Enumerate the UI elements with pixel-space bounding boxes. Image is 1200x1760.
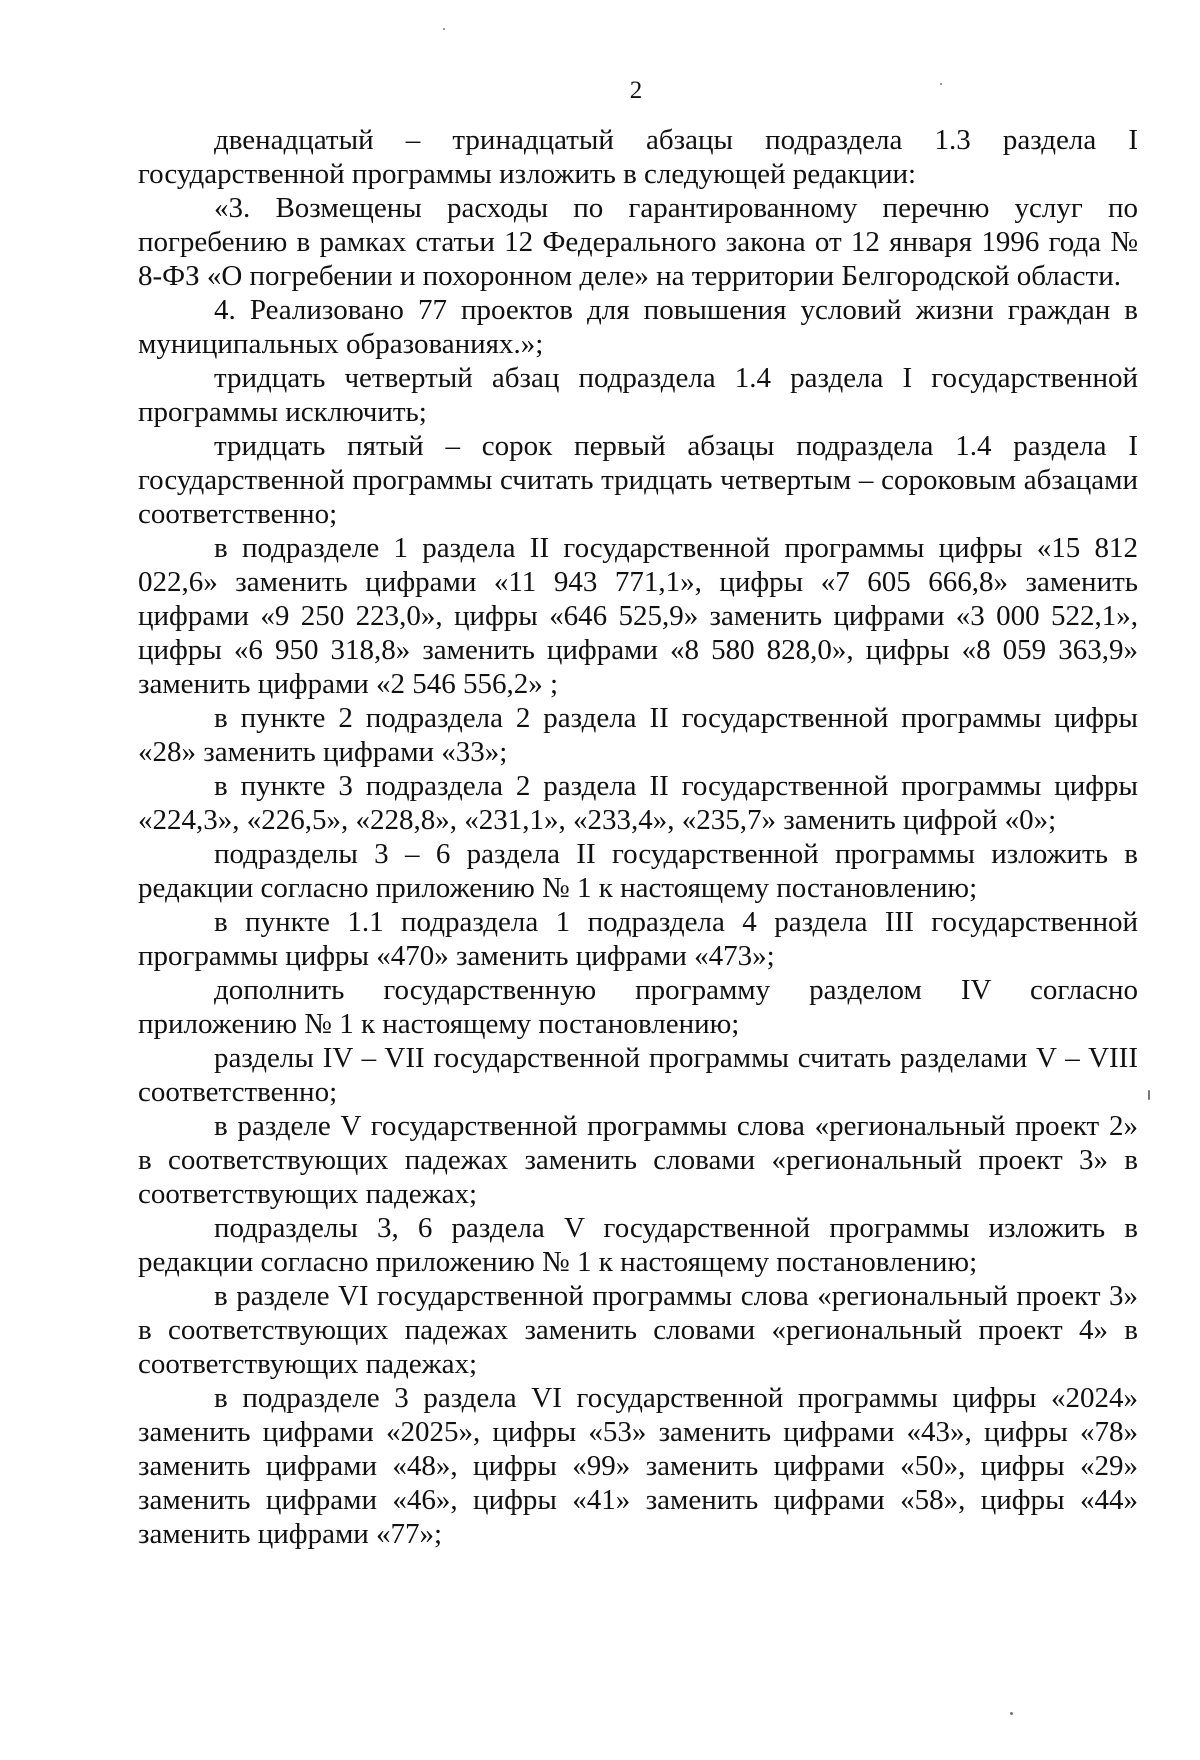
paragraph-12: разделы IV – VII государственной программы считать разделами V – VIII соответственно; <box>138 1042 1138 1108</box>
paragraph-1: двенадцатый – тринадцатый абзацы подраздела 1.3 раздела I государственной программы изложить в следующей редакции: <box>138 124 1138 190</box>
paragraph-5: тридцать пятый – сорок первый абзацы подраздела 1.4 раздела I государственной программы считать тридцать четвертым – сороковым абзацами соответственно; <box>138 430 1138 530</box>
paragraph-15: в разделе VI государственной программы слова «региональный проект 3» в соответствующих падежах заменить словами «региональный проект 4» в соответствующих падежах; <box>138 1280 1138 1380</box>
paragraph-16: в подразделе 3 раздела VI государственной программы цифры «2024» заменить цифрами «2025», цифры «53» заменить цифрами «43», цифры «78» заменить цифрами «48», цифры «99» заменить цифрами «50», цифры «29» заменить цифрами «46», цифры «41» заменить цифрами «58», цифры «44» заменить цифрами «77»; <box>138 1382 1138 1550</box>
paragraph-6: в подразделе 1 раздела II государственной программы цифры «15 812 022,6» заменить цифрами «11 943 771,1», цифры «7 605 666,8» заменить цифрами «9 250 223,0», цифры «646 525,9» заменить цифрами «3 000 522,1», цифры «6 950 318,8» заменить цифрами «8 580 828,0», цифры «8 059 363,9» заменить цифрами «2 546 556,2» ; <box>138 532 1138 700</box>
paragraph-11: дополнить государственную программу разделом IV согласно приложению № 1 к настоящему постановлению; <box>138 974 1138 1040</box>
paragraph-3: 4. Реализовано 77 проектов для повышения условий жизни граждан в муниципальных образованиях.»; <box>138 294 1138 360</box>
paragraph-9: подразделы 3 – 6 раздела II государственной программы изложить в редакции согласно приложению № 1 к настоящему постановлению; <box>138 838 1138 904</box>
scan-speck <box>940 83 942 85</box>
paragraph-4: тридцать четвертый абзац подраздела 1.4 раздела I государственной программы исключить; <box>138 362 1138 428</box>
document-body <box>138 123 1138 1551</box>
paragraph-14: подразделы 3, 6 раздела V государственной программы изложить в редакции согласно приложению № 1 к настоящему постановлению; <box>138 1212 1138 1278</box>
paragraph-8: в пункте 3 подраздела 2 раздела II государственной программы цифры «224,3», «226,5», «228,8», «231,1», «233,4», «235,7» заменить цифрой «0»; <box>138 770 1138 836</box>
paragraph-10: в пункте 1.1 подраздела 1 подраздела 4 раздела III государственной программы цифры «470» заменить цифрами «473»; <box>138 906 1138 972</box>
paragraph-2: «3. Возмещены расходы по гарантированному перечню услуг по погребению в рамках статьи 12 Федерального закона от 12 января 1996 года № 8-ФЗ «О погребении и похоронном деле» на территории Белгородской области. <box>138 192 1138 292</box>
page-number: 2 <box>629 77 643 104</box>
scan-speck <box>1010 1712 1013 1715</box>
paragraph-13: в разделе V государственной программы слова «региональный проект 2» в соответствующих падежах заменить словами «региональный проект 3» в соответствующих падежах; <box>138 1110 1138 1210</box>
paragraph-7: в пункте 2 подраздела 2 раздела II государственной программы цифры «28» заменить цифрами «33»; <box>138 702 1138 768</box>
scan-speck <box>1148 1090 1150 1100</box>
scan-speck <box>443 28 445 30</box>
